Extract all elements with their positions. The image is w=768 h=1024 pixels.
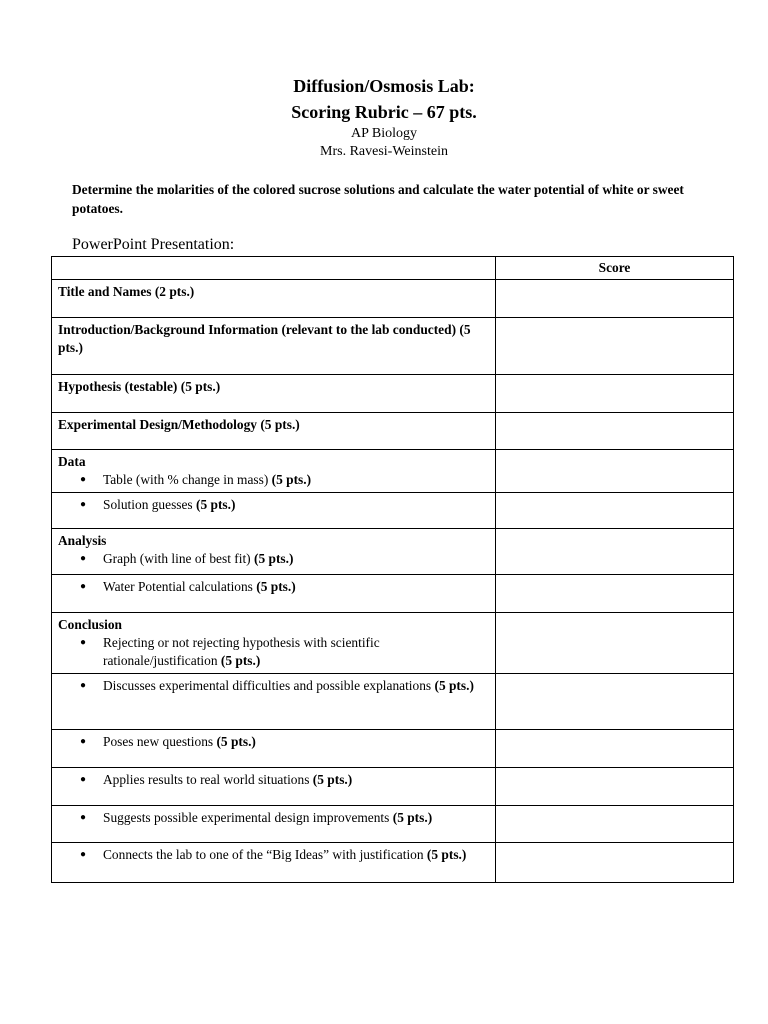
bullet-item: ● Suggests possible experimental design improvements (5 pts.) [58,809,489,827]
course-name: AP Biology [351,126,417,141]
criterion-solution-guesses [52,493,496,529]
criterion-improvements [52,806,496,843]
analysis-heading: Analysis [58,533,107,548]
score-cell[interactable] [496,843,734,883]
score-cell[interactable] [496,375,734,413]
score-cell[interactable] [496,413,734,450]
table-row [52,806,734,843]
section-label: PowerPoint Presentation: [72,236,235,253]
criterion-hypothesis-rejection [52,613,496,674]
criteria-header [52,257,496,280]
criterion-title-names: Title and Names (2 pts.) [52,280,496,318]
table-row [52,450,734,493]
bullet-item: ● Applies results to real world situations (5 pts.) [58,771,489,789]
criterion-new-questions [52,730,496,768]
table-row [52,575,734,613]
table-row [52,613,734,674]
criterion-graph [52,529,496,575]
title-line-1: Diffusion/Osmosis Lab: [293,76,475,96]
bullet-item: ● Graph (with line of best fit) (5 pts.) [58,550,489,568]
score-cell[interactable] [496,493,734,529]
table-row [52,768,734,806]
table-row [52,843,734,883]
table-row [52,375,734,413]
rubric-table [51,256,734,883]
score-cell[interactable] [496,450,734,493]
score-cell[interactable] [496,674,734,730]
criterion-hypothesis: Hypothesis (testable) (5 pts.) [52,375,496,413]
score-cell[interactable] [496,280,734,318]
table-header-row [52,257,734,280]
table-row [52,493,734,529]
criterion-real-world [52,768,496,806]
score-cell[interactable] [496,318,734,375]
table-row [52,280,734,318]
bullet-item: ● Rejecting or not rejecting hypothesis with scientific rationale/justification (5 pts.) [58,634,489,670]
bullet-item: ● Water Potential calculations (5 pts.) [58,578,489,596]
table-row [52,318,734,375]
score-cell[interactable] [496,730,734,768]
score-cell[interactable] [496,575,734,613]
score-cell[interactable] [496,613,734,674]
conclusion-heading: Conclusion [58,617,122,632]
bullet-item: ● Solution guesses (5 pts.) [58,496,489,514]
bullet-item: ● Table (with % change in mass) (5 pts.) [58,471,489,489]
table-row [52,413,734,450]
criterion-water-potential [52,575,496,613]
bullet-item: ● Discusses experimental difficulties and possible explanations (5 pts.) [58,677,489,695]
teacher-name: Mrs. Ravesi-Weinstein [320,144,448,159]
score-cell[interactable] [496,768,734,806]
criterion-design: Experimental Design/Methodology (5 pts.) [52,413,496,450]
criterion-data-table [52,450,496,493]
instructions: Determine the molarities of the colored sucrose solutions and calculate the water potential of white or sweet potatoes. [72,182,684,216]
score-cell[interactable] [496,529,734,575]
criterion-big-ideas [52,843,496,883]
score-header: Score [496,257,734,280]
score-cell[interactable] [496,806,734,843]
criterion-difficulties [52,674,496,730]
table-row [52,529,734,575]
bullet-item: ● Poses new questions (5 pts.) [58,733,489,751]
table-row [52,730,734,768]
title-line-2: Scoring Rubric – 67 pts. [291,102,477,122]
criterion-introduction: Introduction/Background Information (relevant to the lab conducted) (5 pts.) [52,318,496,375]
data-heading: Data [58,454,86,469]
table-row [52,674,734,730]
bullet-item: ● Connects the lab to one of the “Big Ideas” with justification (5 pts.) [58,846,489,864]
